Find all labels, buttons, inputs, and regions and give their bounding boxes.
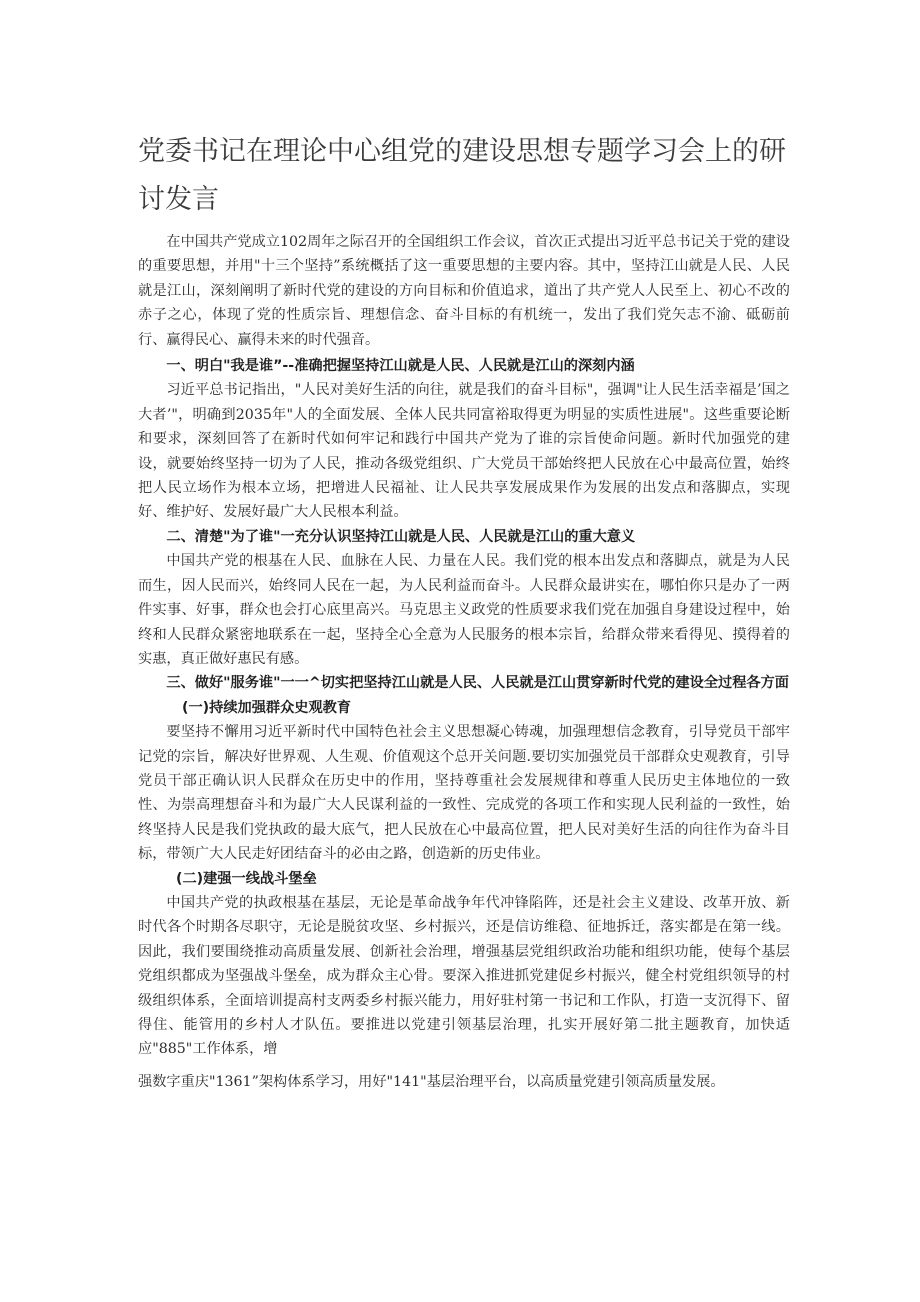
intro-paragraph: 在中国共产党成立102周年之际召开的全国组织工作会议，首次正式提出习近平总书记关于党的建设的重要思想，并用"十三个坚持”系统概括了这一重要思想的主要内容。其中，坚持江山就是人民、人民就是江山，深刻阐明了新时代党的建设的方向目标和价值追求，道出了共产党人人民至上、初心不改的赤子之心，体现了党的性质宗旨、理想信念、奋斗目标的有机统一，发出了我们党矢志不渝、砥砺前行、赢得民心、赢得未来的时代强音。 — [138, 234, 790, 348]
section2-heading: 二、清楚"为了谁"一充分认识坚持江山就是人民、人民就是江山的重大意义 — [166, 528, 636, 545]
section3-sub1-heading: (一)持续加强群众史观教育 — [182, 699, 352, 716]
section2-paragraph: 中国共产党的根基在人民、血脉在人民、力量在人民。我们党的根本出发点和落脚点，就是为人民而生，因人民而兴，始终同人民在一起，为人民利益而奋斗。人民群众最讲实在，哪怕你只是办了一两件实事、好事，群众也会打心底里高兴。马克思主义政党的性质要求我们党在加强自身建设过程中，始终和人民群众紧密地联系在一起，坚持全心全意为人民服务的根本宗旨，给群众带来看得见、摸得着的实惠，真正做好惠民有感。 — [138, 553, 790, 667]
section3-sub2-paragraph: 中国共产党的执政根基在基层，无论是革命战争年代冲锋陷阵，还是社会主义建设、改革开放、新时代各个时期各尽职守，无论是脱贫攻坚、乡村振兴，还是信访维稳、征地拆迁，落实都是在第一线。因此，我们要围绕推动高质量发展、创新社会治理，增强基层党组织政治功能和组织功能，使每个基层党组织都成为坚强战斗堡垒，成为群众主心骨。要深入推进抓党建促乡村振兴，健全村党组织领导的村级组织体系，全面培训提高村支两委乡村振兴能力，用好驻村第一书记和工作队，打造一支沉得下、留得住、能管用的乡村人才队伍。要推进以党建引领基层治理，扎实开展好第二批主题教育，加快适应"885"工作体系，增 — [138, 894, 790, 1058]
section1-heading: 一、明白"我是谁”--准确把握坚持江山就是人民、人民就是江山的深刻内涵 — [166, 358, 635, 375]
section3-sub2-heading: (二)建强一线战斗堡垒 — [176, 870, 317, 887]
document-body — [138, 230, 790, 1094]
section3-heading: 三、做好"服务谁"一一^切实把坚持江山就是人民、人民就是江山贯穿新时代党的建设全过程各方面 — [166, 675, 789, 692]
section1-paragraph: 习近平总书记指出，"人民对美好生活的向往，就是我们的奋斗目标"，强调"让人民生活幸福是’国之大者’"，明确到2035年"人的全面发展、全体人民共同富裕取得更为明显的实质性进展"。这些重要论断和要求，深刻回答了在新时代如何牢记和践行中国共产党为了谁的宗旨使命问题。新时代加强党的建设，就要始终坚持一切为了人民，推动各级党组织、广大党员干部始终把人民放在心中最高位置，始终把人民立场作为根本立场，把增进人民福祉、让人民共享发展成果作为发展的出发点和落脚点，实现好、维护好、发展好最广大人民根本利益。 — [138, 382, 790, 521]
section3-sub1-paragraph: 要坚持不懈用习近平新时代中国特色社会主义思想凝心铸魂，加强理想信念教育，引导党员干部牢记党的宗旨，解决好世界观、人生观、价值观这个总开关问题.要切实加强党员干部群众史观教育，引导党员干部正确认识人民群众在历史中的作用，坚持尊重社会发展规律和尊重人民历史主体地位的一致性、为崇高理想奋斗和为最广大人民谋利益的一致性、完成党的各项工作和实现人民利益的一致性，始终坚持人民是我们党执政的最大底气，把人民放在心中最高位置，把人民对美好生活的向往作为奋斗目标，带领广大人民走好团结奋斗的必由之路，创造新的历史伟业。 — [138, 724, 790, 863]
document-title: 党委书记在理论中心组党的建设思想专题学习会上的研讨发言 — [138, 136, 786, 215]
section3-sub2-tail: 强数字重庆"1361”架构体系学习，用好"141"基层治理平台，以高质量党建引领高质量发展。 — [138, 1073, 725, 1090]
